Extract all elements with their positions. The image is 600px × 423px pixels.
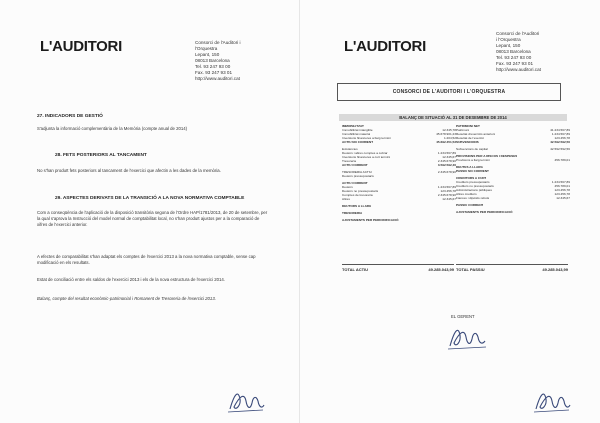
balance-row-value: 2.345.678,90 xyxy=(437,159,456,163)
balance-row-label: Provisions a llarg termini xyxy=(456,158,490,162)
balance-row-value: 1.234.567,89 xyxy=(551,132,570,136)
balance-row-label: ACTIU CORRENT xyxy=(342,163,368,167)
balance-row-value: 2.345.678,90 xyxy=(437,170,456,174)
balance-row-label: Subvencions de capital xyxy=(456,147,488,151)
balance-row xyxy=(342,197,456,201)
total-liabilities-value: 49.285.043,99 xyxy=(542,267,568,272)
address-line: http://www.auditori.cat xyxy=(496,67,541,72)
balance-row-label: Creditors pressupostaris xyxy=(456,180,490,184)
section-29-para-2: A efectes de comparabilitat s'han adaptat els comptes de l'exercici 2013 a la nova normativa comptable, sense cap modificació en els resultats. xyxy=(37,254,256,266)
balance-row-label: Immobilitzat intangible xyxy=(342,128,373,132)
section-27-text: S'adjunta la informació complementària de la Memòria (compte anual de 2014) xyxy=(37,126,188,131)
consorci-title: CONSORCI DE L'AUDITORI I L'ORQUESTRA xyxy=(337,83,561,101)
balance-row-label: Patrimoni xyxy=(456,128,470,132)
balance-row-label: Deutors pressupostaris xyxy=(342,174,374,178)
balance-row-label: Administracions públiques xyxy=(456,188,492,192)
address-line: i l'Orquestra xyxy=(496,37,521,42)
total-assets xyxy=(342,264,454,274)
balance-row-label: Comptes de tresoreria xyxy=(342,193,373,197)
address-line: Fax. 93 247 93 01 xyxy=(195,70,233,75)
address-line: Tel. 93 247 93 00 xyxy=(195,64,231,69)
balance-row-label: PASSIU CORRENT xyxy=(456,203,484,207)
balance-row xyxy=(342,140,456,144)
auditori-logo: L'AUDITORI xyxy=(344,38,426,55)
balance-row-value: 456.789,01 xyxy=(554,184,570,188)
balance-row-label: AJUSTAMENTS PER PERIODIFICACIÓ xyxy=(456,210,513,214)
address-line: 08013 Barcelona xyxy=(496,49,531,54)
balance-row-label: DEUTORS A LLARG xyxy=(342,204,372,208)
balance-row-value: 123.456,78 xyxy=(554,136,570,140)
balance-row-label: Immobilitzat material xyxy=(342,132,371,136)
balance-row-value: 1.204,52 xyxy=(443,136,456,140)
balance-row xyxy=(456,196,570,200)
balance-row-value: 12.345,78 xyxy=(442,128,456,132)
balance-row xyxy=(456,203,570,207)
balance-row-label: Altres creditors xyxy=(456,192,477,196)
balance-row-label: ACTIU NO CORRENT xyxy=(342,140,374,144)
balance-row-label: PROVISIONS PER A RISCOS I DESPESES xyxy=(456,154,518,158)
balance-row-label: PASSIU NO CORRENT xyxy=(456,169,489,173)
auditori-logo: L'AUDITORI xyxy=(40,38,122,55)
balance-row xyxy=(342,163,456,167)
liabilities-column xyxy=(456,124,570,214)
balance-row-label: AJUSTAMENTS PER PERIODIFICACIÓ xyxy=(342,218,399,222)
total-assets-value: 49.285.043,99 xyxy=(428,267,454,272)
balance-row xyxy=(456,158,570,162)
balance-row-label: TRESORERIA xyxy=(342,211,363,215)
address-block xyxy=(496,31,541,73)
signature-mark xyxy=(226,385,266,417)
balance-row-label: IMMOBILITZAT xyxy=(342,124,364,128)
signature-mark xyxy=(532,385,572,417)
balance-row-label: Inversions financeres a llarg termini xyxy=(342,136,391,140)
balance-row-value: 3.592.592,46 xyxy=(437,163,456,167)
total-assets-label: TOTAL ACTIU xyxy=(342,267,369,272)
address-line: Lepant, 150 xyxy=(496,43,521,48)
balance-row-value: 12.345,67 xyxy=(556,196,570,200)
balance-row-value: 45.678.901,23 xyxy=(436,132,456,136)
address-line: http://www.auditori.cat xyxy=(195,76,240,81)
balance-row-label: DEUTES A LLARG xyxy=(456,165,483,169)
balance-row-label: TRESORERIA ACTIU xyxy=(342,170,372,174)
balance-row-label: Fiances i dipòsits rebuts xyxy=(456,196,490,200)
assets-column xyxy=(342,124,456,222)
balance-row-value: 123.456,78 xyxy=(440,189,456,193)
balance-row-value: 2.345.678,90 xyxy=(437,193,456,197)
balance-row xyxy=(456,210,570,214)
balance-row xyxy=(342,174,456,178)
section-29-para-4: Balanç, compte del resultat econòmic-patrimonial i Romanent de Tresoreria de l'exercici 2013. xyxy=(37,296,216,301)
balance-row-value: 41.234.567,89 xyxy=(550,128,570,132)
address-block xyxy=(195,40,241,82)
balance-row-value: 12.345,67 xyxy=(442,155,456,159)
balance-row xyxy=(456,169,570,173)
balance-row-label: Deutors i altres comptes a cobrar xyxy=(342,151,388,155)
address-line: Lepant, 150 xyxy=(195,52,220,57)
balance-row xyxy=(342,204,456,208)
balance-row xyxy=(342,218,456,222)
address-line: Fax. 93 247 93 01 xyxy=(496,61,534,66)
balance-row-label: Tresoreria xyxy=(342,159,356,163)
balance-row-label: Deutors no pressupostaris xyxy=(342,189,379,193)
balance-row-label: PATRIMONI NET xyxy=(456,124,480,128)
address-line: Consorci de l'Auditori i xyxy=(195,40,241,45)
section-28-text: No s'han produït fets posteriors al tancament de l'exercici que afectin a les dades de la memòria. xyxy=(37,168,221,173)
total-liabilities xyxy=(456,264,568,274)
address-line: l'Orquestra xyxy=(195,46,218,51)
balance-row-value: 45.692.451,53 xyxy=(436,140,456,144)
gerent-label: EL GERENT xyxy=(451,314,475,319)
balance-row-label: ACTIU CORRENT xyxy=(342,181,368,185)
balance-row-value: 42.592.592,56 xyxy=(550,147,570,151)
balance-row-label: Resultat d'exercicis anteriors xyxy=(456,132,496,136)
balance-row-label: Existències xyxy=(342,147,358,151)
balance-row-label: Deutors xyxy=(342,185,353,189)
balance-row-value: 12.345,67 xyxy=(442,197,456,201)
section-29-title: 29. ASPECTES DERIVATS DE LA TRANSICIÓ A LA NOVA NORMATIVA COMPTABLE xyxy=(55,196,245,201)
balance-row-value: 123.456,78 xyxy=(554,192,570,196)
balance-row-label: Creditors no pressupostaris xyxy=(456,184,494,188)
balance-row-label: SUBVENCIONS xyxy=(456,140,479,144)
balance-row-label: Resultat de l'exercici xyxy=(456,136,485,140)
balance-sheet-title: BALANÇ DE SITUACIÓ AL 31 DE DESEMBRE DE 2014 xyxy=(339,114,567,121)
right-page xyxy=(300,0,600,423)
balance-row-value: 1.234.567,89 xyxy=(437,151,456,155)
section-29-para-3: Estat de conciliació entre els saldos de l'exercici 2013 i els de la nova estructura de l'exercici 2014. xyxy=(37,277,225,282)
address-line: 08013 Barcelona xyxy=(195,58,230,63)
balance-row-value: 42.592.592,56 xyxy=(550,140,570,144)
section-29-para-1: Com a conseqüència de l'aplicació de la disposició transitòria segona de l'Ordre HAP/1781/2013, de 20 de setembre, per la qual s'aprova la Instrucció del model normal de comptabilitat local, no s'han produït ajustos per a la comparació de xifres de l'exercici anterior. xyxy=(37,210,268,228)
balance-row-value: 1.234.567,89 xyxy=(551,180,570,184)
balance-row-value: 1.234.567,89 xyxy=(437,185,456,189)
balance-row-label: Altres xyxy=(342,197,350,201)
section-28-title: 28. FETS POSTERIORS AL TANCAMENT xyxy=(55,153,147,158)
balance-row-value: 456.789,01 xyxy=(554,158,570,162)
signature-mark xyxy=(445,320,489,354)
balance-row xyxy=(456,140,570,144)
balance-row-value: 123.456,78 xyxy=(554,188,570,192)
total-liabilities-label: TOTAL PASSIU xyxy=(456,267,485,272)
balance-row xyxy=(456,147,570,151)
address-line: Consorci de l'Auditori xyxy=(496,31,540,36)
balance-row xyxy=(342,211,456,215)
balance-row-label: CREDITORS A CURT xyxy=(456,176,487,180)
address-line: Tel. 93 247 93 00 xyxy=(496,55,532,60)
balance-row-label: Inversions financeres a curt termini xyxy=(342,155,390,159)
section-27-title: 27. INDICADORS DE GESTIÓ xyxy=(37,114,103,119)
